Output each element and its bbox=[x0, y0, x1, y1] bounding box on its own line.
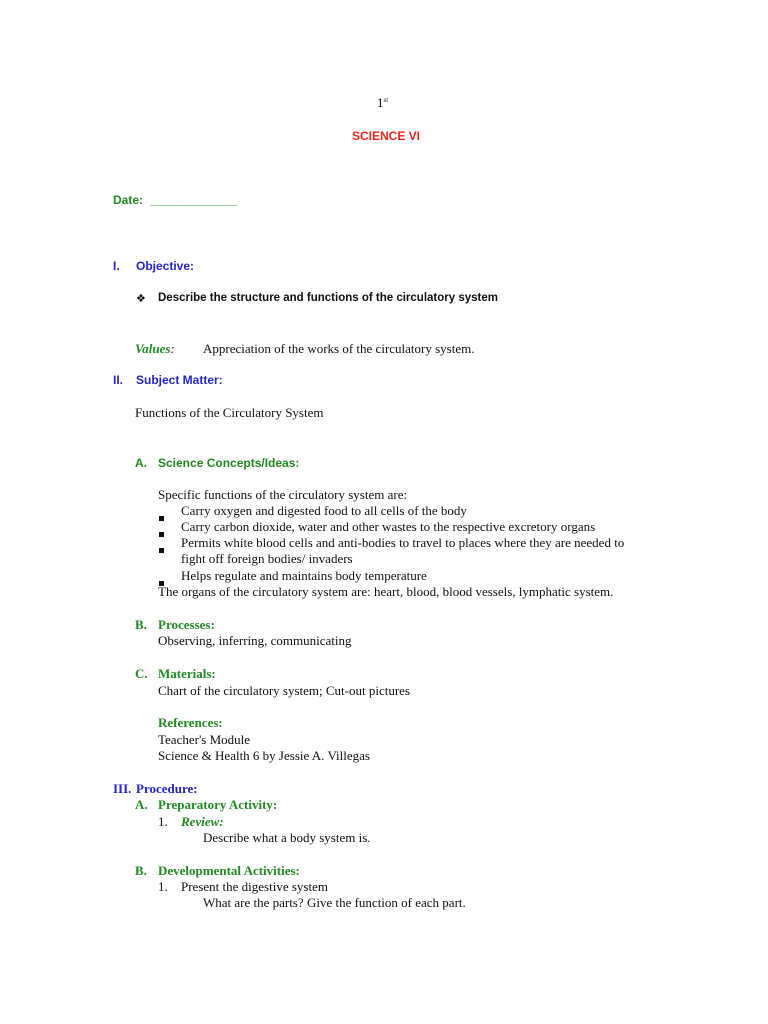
concept-item: Helps regulate and maintains body temperature bbox=[181, 568, 427, 583]
concepts-intro: Specific functions of the circulatory system are: bbox=[158, 487, 408, 502]
developmental-step-text: Present the digestive system bbox=[181, 879, 328, 894]
reference-item: Teacher's Module bbox=[158, 732, 251, 747]
procedure-heading: Procedure: bbox=[136, 781, 198, 796]
values-text: Appreciation of the works of the circulatory system. bbox=[203, 341, 475, 356]
processes-letter: B. bbox=[135, 617, 147, 632]
developmental-sub-text: What are the parts? Give the function of each part. bbox=[203, 895, 466, 910]
processes-heading: Processes: bbox=[158, 617, 215, 632]
concept-item: Carry oxygen and digested food to all cells of the body bbox=[181, 503, 467, 518]
concept-item: Carry carbon dioxide, water and other wastes to the respective excretory organs bbox=[181, 519, 596, 534]
concept-item-continuation: fight off foreign bodies/ invaders bbox=[181, 551, 353, 566]
materials-heading: Materials: bbox=[158, 666, 216, 681]
objective-numeral: I. bbox=[113, 259, 120, 273]
preparatory-heading: Preparatory Activity: bbox=[158, 797, 278, 812]
values-label: Values: bbox=[135, 341, 175, 356]
reference-item: Science & Health 6 by Jessie A. Villegas bbox=[158, 748, 370, 763]
subject-title: SCIENCE VI bbox=[352, 129, 421, 143]
square-bullet-icon bbox=[159, 540, 164, 558]
diamond-bullet-icon: ❖ bbox=[136, 293, 146, 305]
objective-heading: Objective: bbox=[136, 259, 195, 273]
quarter-number: 1 bbox=[377, 95, 384, 110]
objective-item: Describe the structure and functions of the circulatory system bbox=[158, 292, 498, 304]
concepts-heading: Science Concepts/Ideas: bbox=[158, 456, 300, 470]
materials-text: Chart of the circulatory system; Cut-out pictures bbox=[158, 683, 410, 698]
subject-matter-topic: Functions of the Circulatory System bbox=[135, 405, 324, 420]
materials-letter: C. bbox=[135, 666, 148, 681]
references-heading: References: bbox=[158, 715, 223, 730]
concept-item: Permits white blood cells and anti-bodies to travel to places where they are needed to bbox=[181, 535, 625, 550]
developmental-letter: B. bbox=[135, 863, 147, 878]
quarter-suffix: st bbox=[383, 96, 389, 104]
developmental-step-number: 1. bbox=[158, 879, 168, 894]
processes-text: Observing, inferring, communicating bbox=[158, 633, 352, 648]
developmental-heading: Developmental Activities: bbox=[158, 863, 300, 878]
date-line bbox=[113, 193, 237, 207]
subject-matter-heading: Subject Matter: bbox=[136, 373, 223, 387]
review-text: Describe what a body system is. bbox=[203, 830, 371, 845]
quarter-label bbox=[377, 95, 388, 111]
preparatory-letter: A. bbox=[135, 797, 148, 812]
concepts-letter: A. bbox=[135, 456, 147, 470]
preparatory-step-number: 1. bbox=[158, 814, 168, 829]
review-label: Review: bbox=[181, 814, 224, 829]
concepts-closing: The organs of the circulatory system are: heart, blood, blood vessels, lymphatic system. bbox=[158, 584, 614, 599]
procedure-numeral: III. bbox=[113, 781, 132, 796]
date-blank: _____________ bbox=[150, 193, 238, 207]
subject-matter-numeral: II. bbox=[113, 373, 124, 387]
date-label: Date: bbox=[113, 193, 144, 207]
